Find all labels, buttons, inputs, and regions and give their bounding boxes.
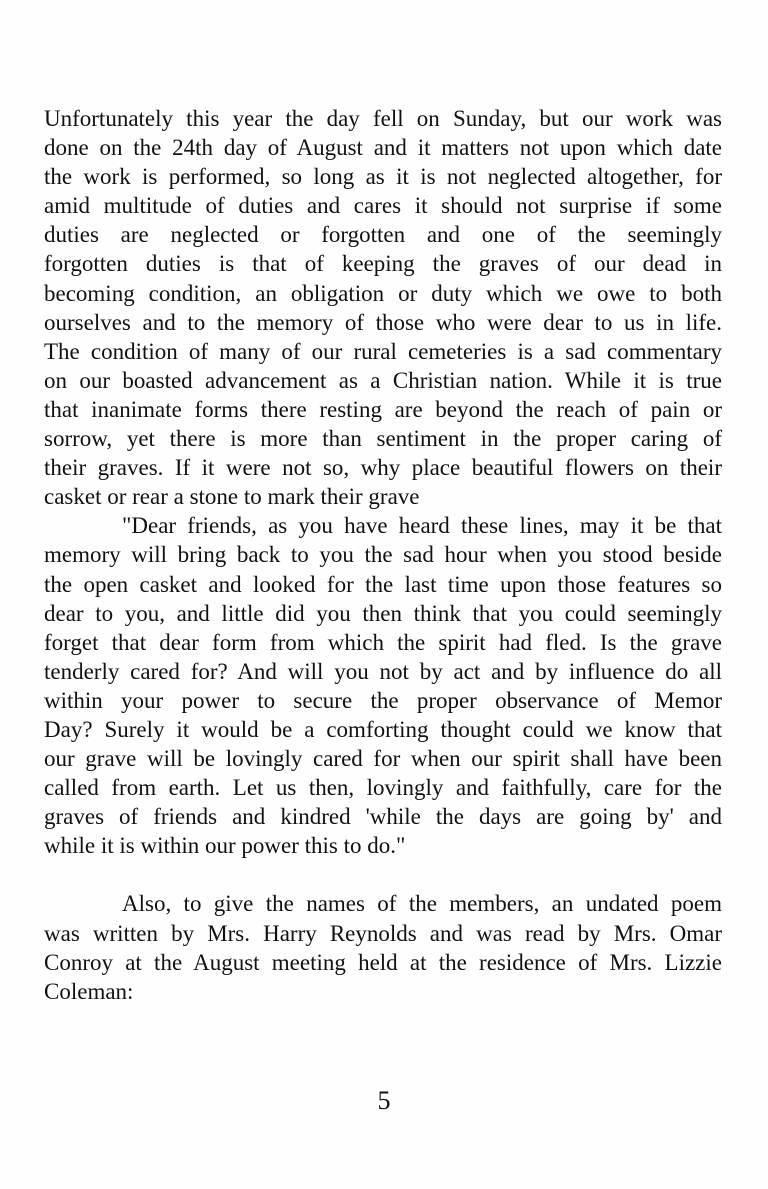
text-line: within your power to secure the proper observance of Memor [44, 687, 722, 713]
text-line: Day? Surely it would be a comforting thought could we know that [44, 716, 722, 742]
text-line: the open casket and looked for the last time upon those features so [44, 571, 722, 597]
text-line: memory will bring back to you the sad hour when you stood beside [44, 542, 722, 568]
text-line: duties are neglected or forgotten and one of the seemingly [44, 222, 722, 248]
paragraph-2 [44, 511, 722, 860]
text-line: forgotten duties is that of keeping the graves of our dead in [44, 251, 722, 277]
text-line: becoming condition, an obligation or duty which we owe to both [44, 280, 722, 306]
text-line: graves of friends and kindred 'while the days are going by' and [44, 804, 722, 830]
text-line: The condition of many of our rural cemeteries is a sad commentary [44, 338, 722, 364]
text-line: forget that dear form from which the spirit had fled. Is the grave [44, 629, 722, 655]
paragraph-spacer [44, 860, 722, 889]
text-line: Unfortunately this year the day fell on Sunday, but our work was [44, 106, 722, 131]
paragraph-3 [44, 889, 722, 1005]
text-line: ourselves and to the memory of those who were dear to us in life. [44, 309, 722, 335]
text-line: on our boasted advancement as a Christian nation. While it is true [44, 367, 722, 393]
text-line: done on the 24th day of August and it matters not upon which date [44, 135, 722, 161]
text-line: that inanimate forms there resting are beyond the reach of pain or [44, 396, 722, 422]
body-text [44, 104, 722, 1006]
text-line: casket or rear a stone to mark their grave [44, 484, 420, 510]
page-number: 5 [377, 1086, 391, 1115]
text-line: amid multitude of duties and cares it should not surprise if some [44, 193, 722, 219]
text-line: tenderly cared for? And will you not by act and by influence do all [44, 658, 722, 684]
text-line: Also, to give the names of the members, an undated poem [122, 891, 722, 917]
text-line: was written by Mrs. Harry Reynolds and was read by Mrs. Omar [44, 920, 722, 946]
text-line: the work is performed, so long as it is not neglected altogether, for [44, 164, 722, 190]
text-line: our grave will be lovingly cared for when our spirit shall have been [44, 746, 722, 772]
text-line: their graves. If it were not so, why place beautiful flowers on their [44, 455, 722, 481]
text-line: dear to you, and little did you then think that you could seemingly [44, 600, 722, 626]
text-line: Conroy at the August meeting held at the residence of Mrs. Lizzie [44, 949, 722, 975]
paragraph-1 [44, 104, 722, 511]
text-line: while it is within our power this to do." [44, 833, 406, 859]
text-line: sorrow, yet there is more than sentiment in the proper caring of [44, 426, 722, 452]
text-line: Coleman: [44, 978, 134, 1004]
text-line: "Dear friends, as you have heard these lines, may it be that [122, 513, 722, 539]
text-line: called from earth. Let us then, lovingly and faithfully, care for the [44, 775, 722, 801]
